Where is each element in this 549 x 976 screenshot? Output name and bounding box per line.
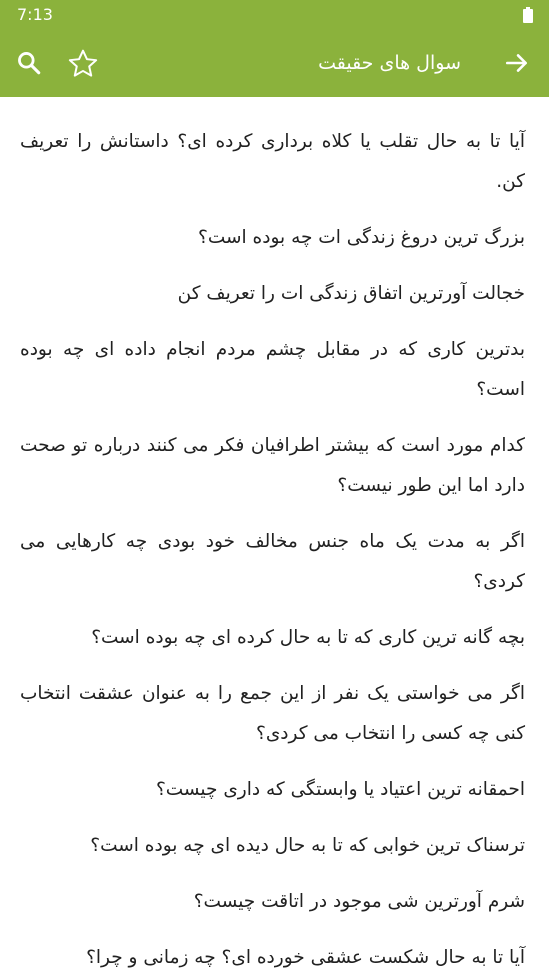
question-item[interactable]: ترسناک ترین خوابی که تا به حال دیده ای چه بوده است؟ <box>90 835 525 856</box>
question-item[interactable]: آیا تا به حال شکست عشقی خورده ای؟ چه زمانی و چرا؟ <box>86 947 525 968</box>
search-button[interactable] <box>12 46 46 80</box>
status-bar <box>0 0 549 30</box>
search-icon <box>16 50 42 76</box>
app-bar <box>0 30 549 97</box>
status-time: 7:13 <box>17 5 53 24</box>
arrow-forward-icon <box>504 50 530 76</box>
question-item[interactable]: اگر به مدت یک ماه جنس مخالف خود بودی چه کارهایی می کردی؟ <box>20 531 525 592</box>
star-outline-icon <box>66 47 100 81</box>
question-item[interactable]: اگر می خواستی یک نفر از این جمع را به عنوان عشقت انتخاب کنی چه کسی را انتخاب می کردی؟ <box>20 683 525 744</box>
question-list <box>0 97 549 976</box>
question-item[interactable]: بدترین کاری که در مقابل چشم مردم انجام داده ای چه بوده است؟ <box>20 339 525 400</box>
page-title: سوال های حقیقت <box>318 52 461 74</box>
question-item[interactable]: احمقانه ترین اعتیاد یا وابستگی که داری چیست؟ <box>155 779 525 800</box>
back-button[interactable] <box>501 47 533 79</box>
question-item[interactable]: کدام مورد است که بیشتر اطرافیان فکر می کنند درباره تو صحت دارد اما این طور نیست؟ <box>20 435 525 496</box>
favorite-button[interactable] <box>64 45 102 83</box>
question-item[interactable]: آیا تا به حال تقلب یا کلاه برداری کرده ای؟ داستانش را تعریف کن. <box>20 131 525 192</box>
question-list-container[interactable] <box>0 97 549 976</box>
question-item[interactable]: بزرگ ترین دروغ زندگی ات چه بوده است؟ <box>198 227 525 248</box>
question-item[interactable]: خجالت آورترین اتفاق زندگی ات را تعریف کن <box>177 283 525 304</box>
question-item[interactable]: بچه گانه ترین کاری که تا به حال کرده ای چه بوده است؟ <box>91 627 525 648</box>
question-item[interactable]: شرم آورترین شی موجود در اتاقت چیست؟ <box>193 891 525 912</box>
battery-icon <box>523 7 533 23</box>
